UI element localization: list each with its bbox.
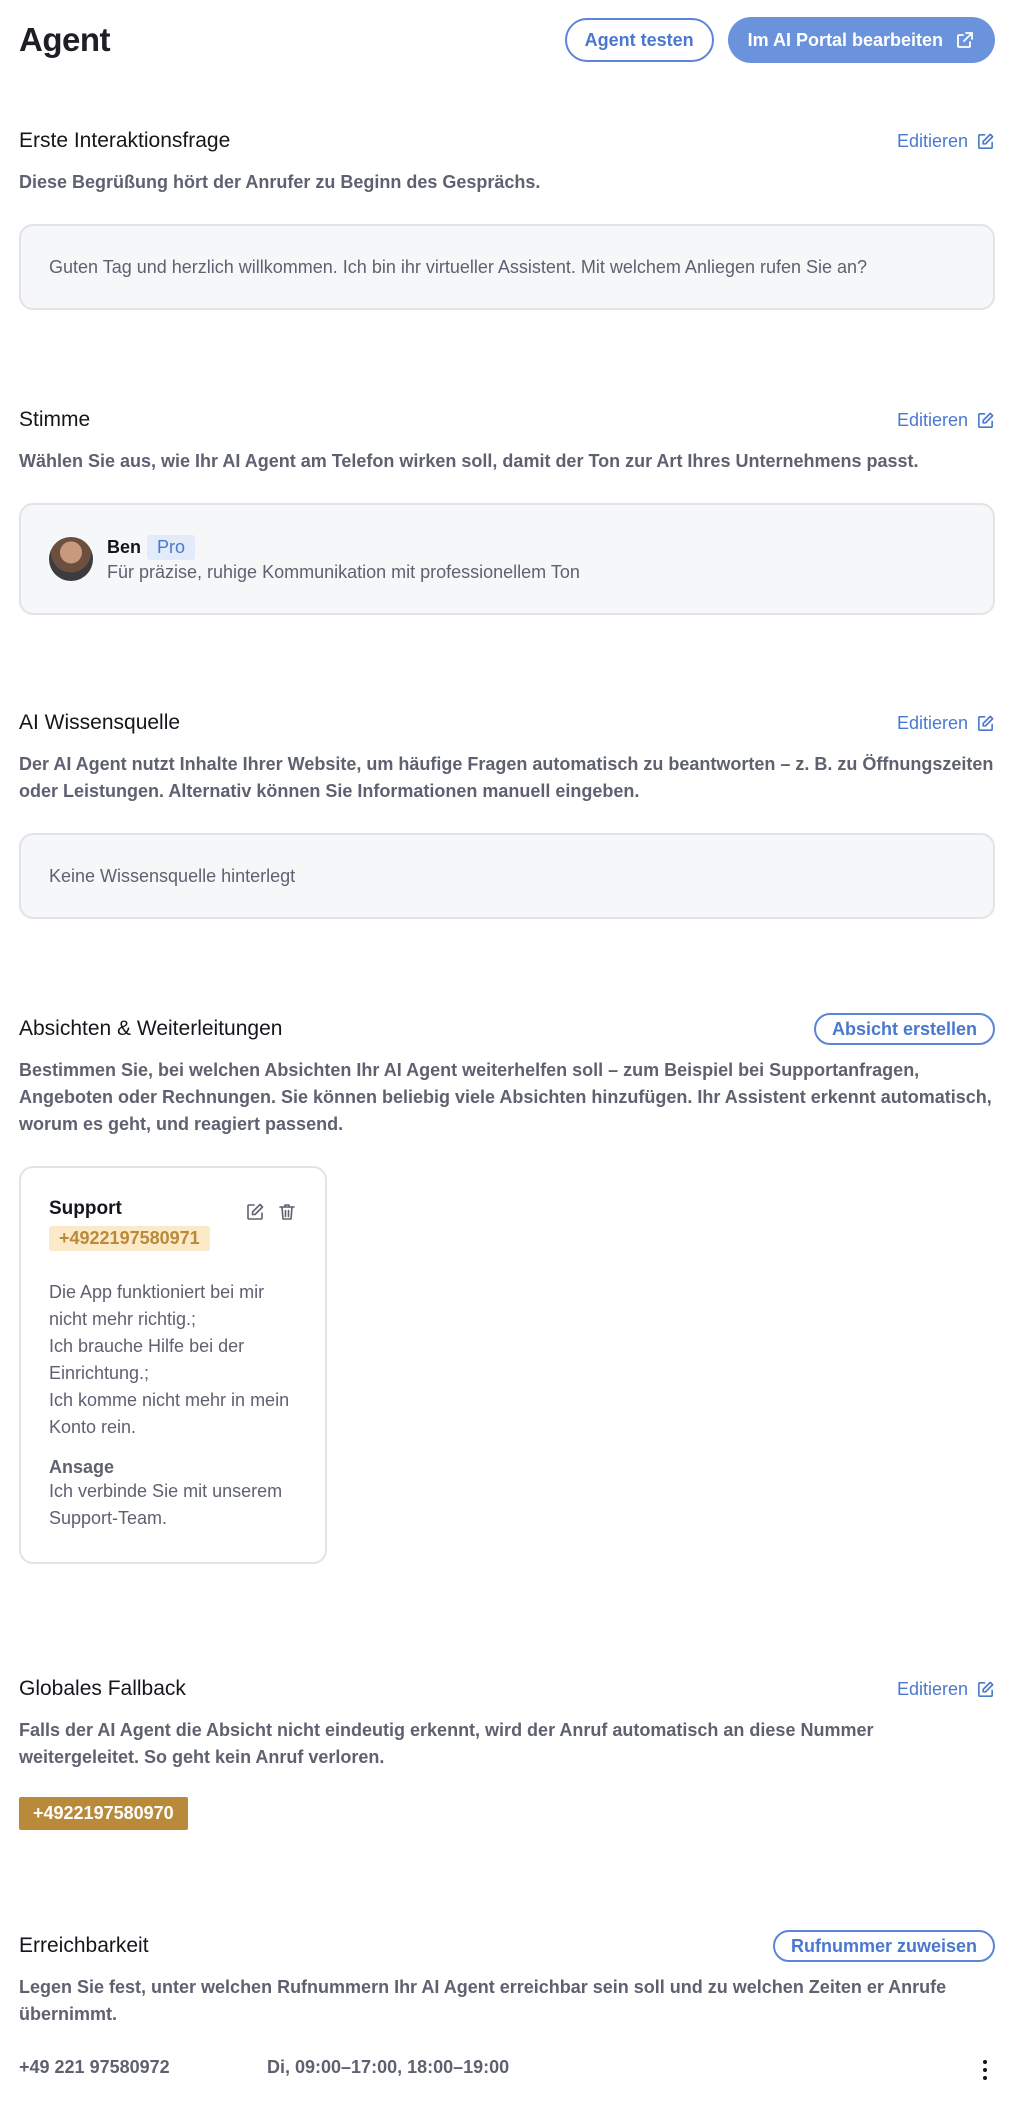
reachability-description: Legen Sie fest, unter welchen Rufnummern Ihr AI Agent erreichbar sein soll und zu welchen Zeiten er Anrufe übernimmt. <box>19 1977 947 2024</box>
greeting-title: Erste Interaktionsfrage <box>19 129 231 152</box>
fallback-section <box>19 1673 995 1830</box>
knowledge-edit-link[interactable] <box>897 713 995 734</box>
intent-phone-badge: +4922197580971 <box>49 1226 210 1251</box>
greeting-edit-link[interactable] <box>897 131 995 152</box>
fallback-title: Globales Fallback <box>19 1677 186 1700</box>
intent-phrase: Die App funktioniert bei mir nicht mehr richtig.; <box>49 1282 265 1329</box>
edit-icon <box>976 411 995 430</box>
voice-name: Ben <box>107 537 142 557</box>
reachability-hours: Di, 09:00–17:00, 18:00–19:00 <box>267 2056 510 2077</box>
ansage-label: Ansage <box>49 1457 115 1477</box>
edit-icon[interactable] <box>245 1202 265 1222</box>
greeting-edit-label: Editieren <box>896 130 968 151</box>
intents-section <box>19 1013 995 1564</box>
voice-edit-label: Editieren <box>896 409 968 430</box>
edit-icon <box>976 1680 995 1699</box>
greeting-section <box>19 125 995 310</box>
assign-number-button[interactable]: Rufnummer zuweisen <box>773 1930 995 1962</box>
trash-icon[interactable] <box>277 1202 297 1222</box>
voice-title: Stimme <box>19 408 91 431</box>
intent-card[interactable] <box>19 1166 327 1564</box>
greeting-text: Guten Tag und herzlich willkommen. Ich bin ihr virtueller Assistent. Mit welchem Anliegen rufen Sie an? <box>49 256 868 277</box>
knowledge-title: AI Wissensquelle <box>19 711 181 734</box>
greeting-box <box>19 224 995 310</box>
reachability-number: +49 221 97580972 <box>19 2056 170 2077</box>
intent-phrase: Ich brauche Hilfe bei der Einrichtung.; <box>49 1336 245 1383</box>
fallback-description: Falls der AI Agent die Absicht nicht eindeutig erkennt, wird der Anruf automatisch an diese Nummer weitergeleitet. So geht kein Anruf verloren. <box>19 1720 874 1767</box>
voice-box <box>19 503 995 615</box>
intent-phrases <box>49 1279 297 1441</box>
knowledge-empty-text: Keine Wissensquelle hinterlegt <box>49 865 296 886</box>
page-title: Agent <box>19 21 110 58</box>
reachability-row <box>19 2054 995 2080</box>
reachability-section <box>19 1930 995 2080</box>
intents-description: Bestimmen Sie, bei welchen Absichten Ihr AI Agent weiterhelfen soll – zum Beispiel bei Supportanfragen, Angeboten oder Rechnungen. Sie können beliebig viele Absichten hinzufügen. Ihr Assistent erkennt automatisch, worum es geht, und reagiert passend. <box>19 1060 992 1134</box>
edit-in-portal-label: Im AI Portal bearbeiten <box>747 29 943 50</box>
knowledge-box <box>19 833 995 919</box>
test-agent-button[interactable]: Agent testen <box>565 18 714 62</box>
fallback-number-badge: +4922197580970 <box>19 1797 188 1830</box>
voice-edit-link[interactable] <box>897 410 995 431</box>
knowledge-section <box>19 707 995 919</box>
edit-icon <box>976 714 995 733</box>
knowledge-edit-label: Editieren <box>896 712 968 733</box>
fallback-edit-label: Editieren <box>896 1678 968 1699</box>
knowledge-description: Der AI Agent nutzt Inhalte Ihrer Website, um häufige Fragen automatisch zu beantworten – z. B. zu Öffnungszeiten oder Leistungen. Alternativ können Sie Informationen manuell eingeben. <box>19 754 994 801</box>
voice-detail: Für präzise, ruhige Kommunikation mit professionellem Ton <box>107 562 580 582</box>
external-link-icon <box>955 30 975 50</box>
intent-name: Support <box>49 1198 122 1219</box>
page-header <box>19 0 995 80</box>
voice-avatar <box>49 537 93 581</box>
reachability-title: Erreichbarkeit <box>19 1934 149 1957</box>
more-options-icon[interactable] <box>975 2060 995 2080</box>
edit-in-portal-button[interactable] <box>728 17 995 63</box>
edit-icon <box>976 132 995 151</box>
fallback-edit-link[interactable] <box>897 1679 995 1700</box>
voice-section <box>19 404 995 615</box>
intent-phrase: Ich komme nicht mehr in mein Konto rein. <box>49 1390 290 1437</box>
pro-badge: Pro <box>147 535 195 560</box>
ansage-text: Ich verbinde Sie mit unserem Support-Team. <box>49 1481 283 1528</box>
voice-description: Wählen Sie aus, wie Ihr AI Agent am Telefon wirken soll, damit der Ton zur Art Ihres Unternehmens passt. <box>19 451 919 471</box>
intents-title: Absichten & Weiterleitungen <box>19 1017 283 1040</box>
header-actions <box>565 17 995 63</box>
create-intent-button[interactable]: Absicht erstellen <box>814 1013 995 1045</box>
greeting-description: Diese Begrüßung hört der Anrufer zu Beginn des Gesprächs. <box>19 172 541 192</box>
